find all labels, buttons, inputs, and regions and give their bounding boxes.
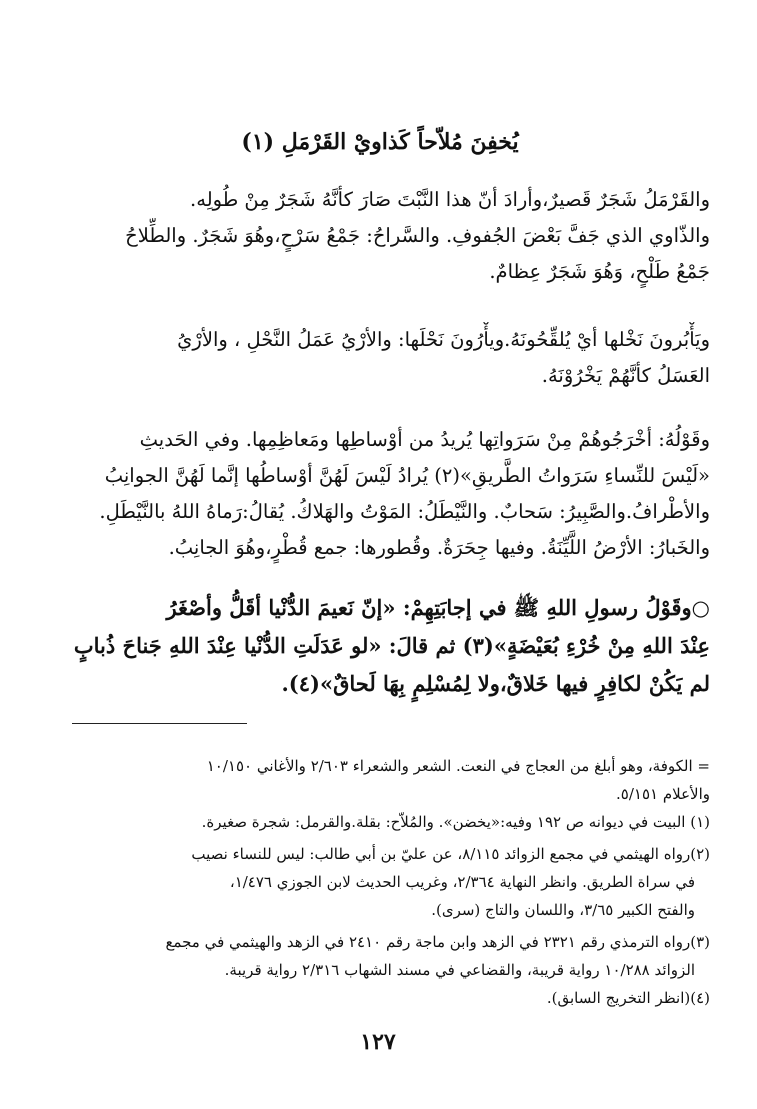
hadith-line-1: ○وقَوْلُ رسولِ اللهِ ﷺ في إجابَتِهِمْ: «إنّ نَعيمَ الدُّنْيا أقَلُّ وأصْغَرُ bbox=[166, 595, 710, 620]
footnote-4: (٤)(انظر التخريج السابق). bbox=[546, 989, 710, 1007]
paragraph-3-line-3: والأطْرافُ.والصَّبِيرُ: سَحابٌ. والنَّيْطَلُ: المَوْتُ والهَلاكُ. يُقالُ:رَماهُ اللهُ بالنَّيْطَلِ. bbox=[99, 500, 710, 523]
paragraph-2-line-1: ويَأْبُرونَ نَخْلها أيْ يُلقِّحُونَهُ.ويأْرُونَ نَحْلَها: والأرْيُ عَمَلُ النَّحْلِ ، والأرْيُ bbox=[177, 328, 710, 351]
footnote-1: (١) البيت في ديوانه ص ١٩٢ وفيه:«يخضن». والمُلاّح: بقلة.والقرمل: شجرة صغيرة. bbox=[201, 813, 710, 831]
page-number: ١٢٧ bbox=[360, 1029, 396, 1055]
paragraph-1-line-3: جَمْعُ طَلْحٍ، وَهُوَ شَجَرٌ عِظامٌ. bbox=[489, 260, 710, 283]
poem-verse: يُخفِنَ مُلاّحاً كَذاويْ القَرْمَلِ (١) bbox=[241, 129, 519, 155]
paragraph-3-line-2: «لَيْسَ للنِّساءِ سَرَواتُ الطَّريقِ»(٢) يُرادُ لَيْسَ لَهُنَّ أوْساطُها إنَّما لَهُنَّ الجوانِبُ bbox=[104, 464, 710, 487]
footnote-3-line-2: الزوائد ١٠/٢٨٨ رواية قريبة، والقضاعي في مسند الشهاب ٢/٣١٦ رواية قريبة. bbox=[224, 961, 695, 979]
footnote-2-line-1: (٢)رواه الهيثمي في مجمع الزوائد ٨/١١٥، عن عليّ بن أبي طالب: ليس للنساء نصيب bbox=[191, 845, 710, 863]
footnote-3-line-1: (٣)رواه الترمذي رقم ٢٣٢١ في الزهد وابن ماجة رقم ٢٤١٠ في الزهد والهيثمي في مجمع bbox=[165, 933, 710, 951]
footnote-2-line-2: في سراة الطريق. وانظر النهاية ٢/٣٦٤، وغريب الحديث لابن الجوزي ١/٤٧٦، bbox=[229, 873, 695, 891]
paragraph-3-line-4: والخَبارُ: الأرْضُ اللَّيِّنَةُ. وفيها جِحَرَةٌ. وقُطورها: جمع قُطْرٍ،وهُوَ الجانِبُ. bbox=[168, 536, 710, 559]
paragraph-2-line-2: العَسَلُ كأنَّهُمْ يَخْرُوْنَهُ. bbox=[541, 364, 710, 387]
footnote-continuation-line-1: = الكوفة، وهو أبلغ من العجاج في النعت. الشعر والشعراء ٢/٦٠٣ والأغاني ١٠/١٥٠ bbox=[206, 757, 710, 775]
footnote-2-line-3: والفتح الكبير ٣/٦٥، واللسان والتاج (سرى). bbox=[431, 901, 695, 919]
paragraph-1-line-1: والقَرْمَلُ شَجَرٌ قَصيرٌ،وأرادَ أنّ هذا النَّبْتَ صَارَ كأنَّهُ شَجَرٌ مِنْ طُولِه. bbox=[190, 188, 710, 211]
footnote-separator bbox=[72, 723, 247, 724]
paragraph-1-line-2: والذّاوي الذي جَفَّ بَعْضَ الجُفوفِ. والسَّراحُ: جَمْعُ سَرْحٍ،وهُوَ شَجَرٌ. والطِّلاحُ bbox=[125, 224, 710, 247]
hadith-line-2: عِنْدَ اللهِ مِنْ خُرْءِ بُعَيْضَةٍ»(٣) ثم قالَ: «لو عَدَلَتِ الدُّنْيا عِنْدَ اللهِ جَناحَ ذُبابٍ bbox=[73, 633, 710, 658]
footnote-continuation-line-2: والأعلام ٥/١٥١. bbox=[616, 785, 710, 803]
paragraph-3-line-1: وقَوْلُهُ: أخْرَجُوهُمْ مِنْ سَرَواتِها يُريدُ من أوْساطِها ومَعاظِمِها. وفي الحَديثِ bbox=[139, 428, 710, 451]
hadith-line-3: لم يَكُنْ لكافِرٍ فيها خَلاقٌ،ولا لِمُسْلِمٍ بِهَا لَحاقٌ»(٤). bbox=[281, 671, 710, 696]
